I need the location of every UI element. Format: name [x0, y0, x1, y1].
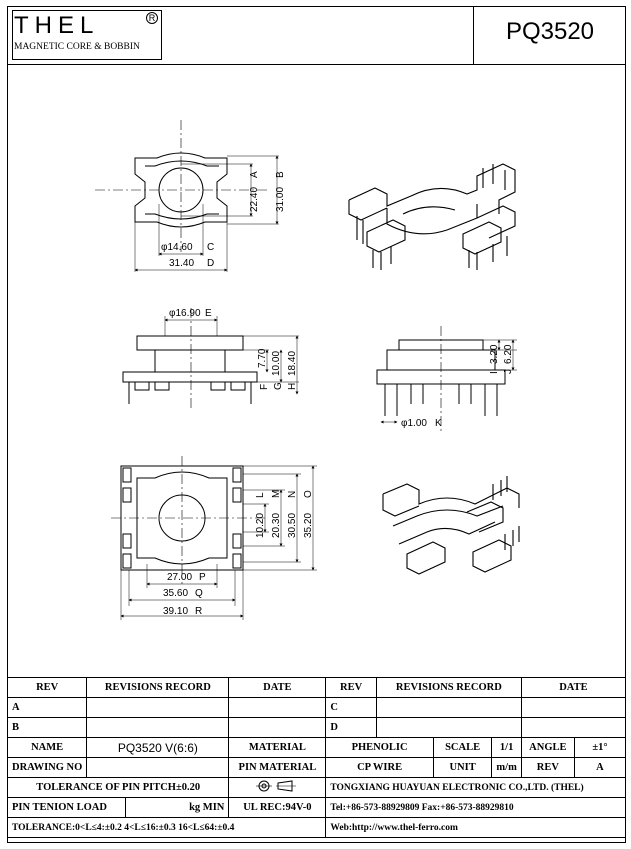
pin-tension-unit: kg MIN	[125, 798, 229, 818]
rev-header: REV	[8, 678, 87, 698]
pin-view	[377, 326, 517, 434]
dim-label-f: F	[259, 383, 270, 390]
rev-d: D	[326, 718, 376, 738]
dim-10-20: 10.20	[255, 512, 266, 538]
dim-20-30: 20.30	[271, 512, 282, 538]
date-header: DATE	[229, 678, 326, 698]
tolerance-range-row	[8, 818, 626, 838]
dim-label-l: L	[255, 492, 266, 498]
website: Web:http://www.thel-ferro.com	[326, 818, 626, 838]
dim-label-e: E	[205, 308, 212, 319]
logo-text: THEL	[14, 12, 100, 39]
part-number-title: PQ3520	[505, 18, 595, 45]
revisions-header: REVISIONS RECORD	[87, 678, 229, 698]
technical-drawing	[7, 64, 626, 677]
contact-info: Tel:+86-573-88929809 Fax:+86-573-88929810	[326, 798, 626, 818]
dim-30-50: 30.50	[287, 512, 298, 538]
scale-label: SCALE	[433, 738, 492, 758]
dim-label-c: C	[207, 242, 215, 253]
dim-label-a: A	[249, 171, 260, 178]
dim-label-j: J	[503, 369, 514, 374]
dim-label-p: P	[199, 572, 206, 583]
dim-16-90: φ16.90	[169, 308, 201, 319]
dim-31-40: 31.40	[169, 258, 195, 269]
dim-label-g: G	[273, 382, 284, 390]
dim-label-d: D	[207, 258, 215, 269]
pin-material-value: CP WIRE	[326, 758, 433, 778]
dim-label-n: N	[287, 490, 298, 498]
dim-6-20: 6.20	[503, 344, 514, 364]
dim-22-40: 22.40	[249, 186, 260, 212]
title-block	[7, 677, 626, 838]
material-label: MATERIAL	[229, 738, 326, 758]
isometric-view-bottom	[383, 476, 519, 574]
unit-label: UNIT	[433, 758, 492, 778]
pin-tension-label: PIN TENION LOAD	[8, 798, 126, 818]
rev-value: A	[574, 758, 625, 778]
dim-14-60: φ14.60	[161, 242, 193, 253]
dim-3-20: 3.20	[489, 344, 500, 364]
dim-label-o: O	[303, 490, 314, 498]
material-value: PHENOLIC	[326, 738, 433, 758]
revision-row-b	[8, 718, 626, 738]
isometric-view-top	[349, 164, 515, 270]
dim-10-00: 10.00	[271, 350, 282, 376]
registered-mark: R	[146, 12, 158, 24]
dim-31-00: 31.00	[275, 186, 286, 212]
rev-label: REV	[521, 758, 574, 778]
tolerance-row	[8, 778, 626, 798]
angle-value: ±1°	[574, 738, 625, 758]
name-label: NAME	[8, 738, 87, 758]
rev-header-2: REV	[326, 678, 376, 698]
revision-header-row	[8, 678, 626, 698]
rev-b: B	[8, 718, 87, 738]
scale-value: 1/1	[492, 738, 521, 758]
dim-label-r: R	[195, 606, 203, 617]
projection-icon	[254, 779, 300, 793]
tolerance-pitch: TOLERANCE OF PIN PITCH±0.20	[8, 778, 229, 798]
date-header-2: DATE	[521, 678, 625, 698]
dim-7-70: 7.70	[257, 348, 268, 368]
dim-label-m: M	[271, 489, 282, 498]
name-value: PQ3520 V(6:6)	[87, 738, 229, 758]
rev-a: A	[8, 698, 87, 718]
dim-27-00: 27.00	[167, 572, 193, 583]
dim-label-k: K	[435, 418, 442, 429]
dim-1-00: φ1.00	[401, 418, 427, 429]
dim-label-i: I	[489, 371, 500, 374]
revisions-header-2: REVISIONS RECORD	[376, 678, 521, 698]
dim-label-q: Q	[195, 588, 203, 599]
name-row	[8, 738, 626, 758]
dim-label-b: B	[275, 171, 286, 178]
ul-rec: UL REC:94V-0	[229, 798, 326, 818]
pin-tension-row	[8, 798, 626, 818]
dim-18-40: 18.40	[287, 350, 298, 376]
unit-value: m/m	[492, 758, 521, 778]
dim-label-h: H	[287, 382, 298, 390]
tolerance-ranges: TOLERANCE:0<L≤4:±0.2 4<L≤16:±0.3 16<L≤64:±0.4	[8, 818, 326, 838]
angle-label: ANGLE	[521, 738, 574, 758]
dim-35-60: 35.60	[163, 588, 189, 599]
logo-subtitle: MAGNETIC CORE & BOBBIN	[14, 42, 140, 52]
dim-35-20: 35.20	[303, 512, 314, 538]
company-name: TONGXIANG HUAYUAN ELECTRONIC CO.,LTD. (THEL)	[326, 778, 626, 798]
revision-row-a	[8, 698, 626, 718]
drawing-row	[8, 758, 626, 778]
rev-c: C	[326, 698, 376, 718]
dim-39-10: 39.10	[163, 606, 189, 617]
drawing-no-label: DRAWING NO	[8, 758, 87, 778]
projection-symbol	[229, 778, 326, 798]
pin-material-label: PIN MATERIAL	[229, 758, 326, 778]
